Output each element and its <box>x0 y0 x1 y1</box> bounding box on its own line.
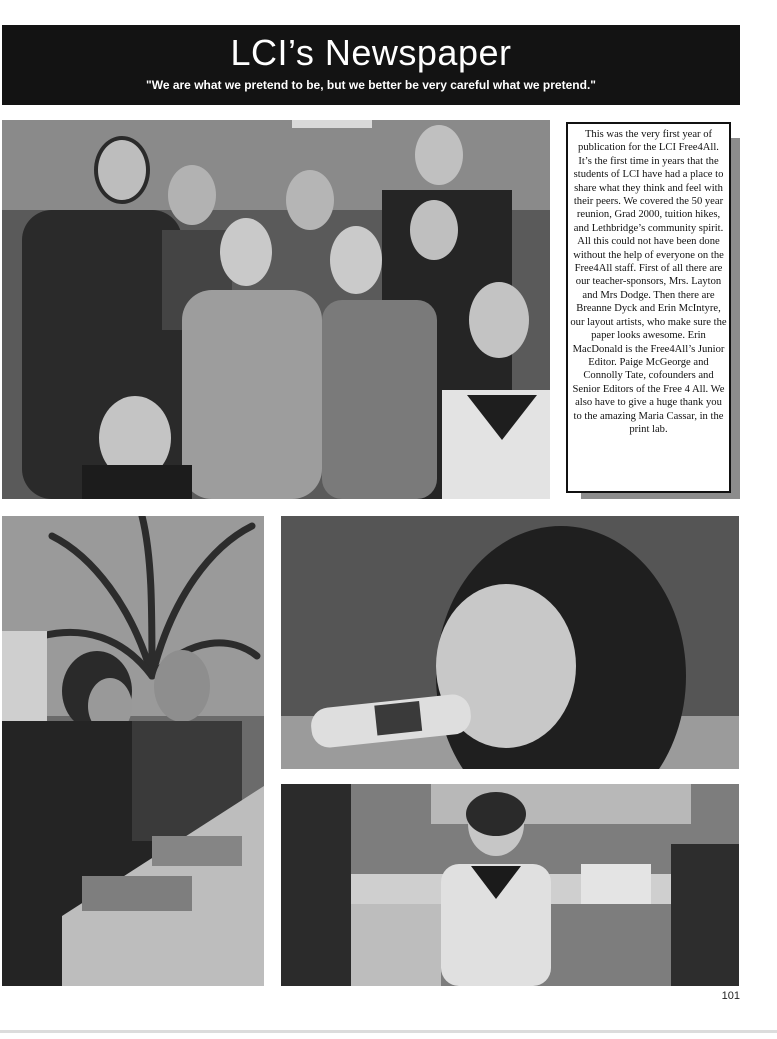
student-drinking-photo <box>281 516 739 769</box>
group-photo <box>2 120 550 499</box>
article-paragraph-2: All this could not have been done without the help of everyone on the Free4All staff. First of all there are our teacher-sponsors, Mrs. Layton and Mrs Dodge. Then there are Breanne Dyck and Erin McIntyre, our layout artists, who make sure the paper looks awesome. Erin MacDonald is the Free4All’s Junior Editor. Paige McGeorge and Connolly Tate, cofounders and Senior Editors of the Free 4 All. We also have to give a huge thank you to the amazing Maria Cassar, in the print lab. <box>570 236 727 435</box>
page-number: 101 <box>721 990 740 1002</box>
article-paragraph-1: This was the very first year of publication for the LCI Free4All. It’s the first time in years that the students of LCI have had a place to share what they think and feel with their peers. We covered the 50 year reunion, Grad 2000, tuition hikes, and Lethbridge’s community spirit. <box>573 129 724 234</box>
page-header <box>2 25 740 105</box>
students-working-photo <box>2 516 264 986</box>
student-at-desk-photo <box>281 784 739 986</box>
article-textbox <box>566 122 731 493</box>
header-quote: "We are what we pretend to be, but we better be very careful what we pretend." <box>146 78 596 92</box>
page-title: LCI’s Newspaper <box>230 32 512 73</box>
page-bottom-rule <box>0 1030 777 1033</box>
